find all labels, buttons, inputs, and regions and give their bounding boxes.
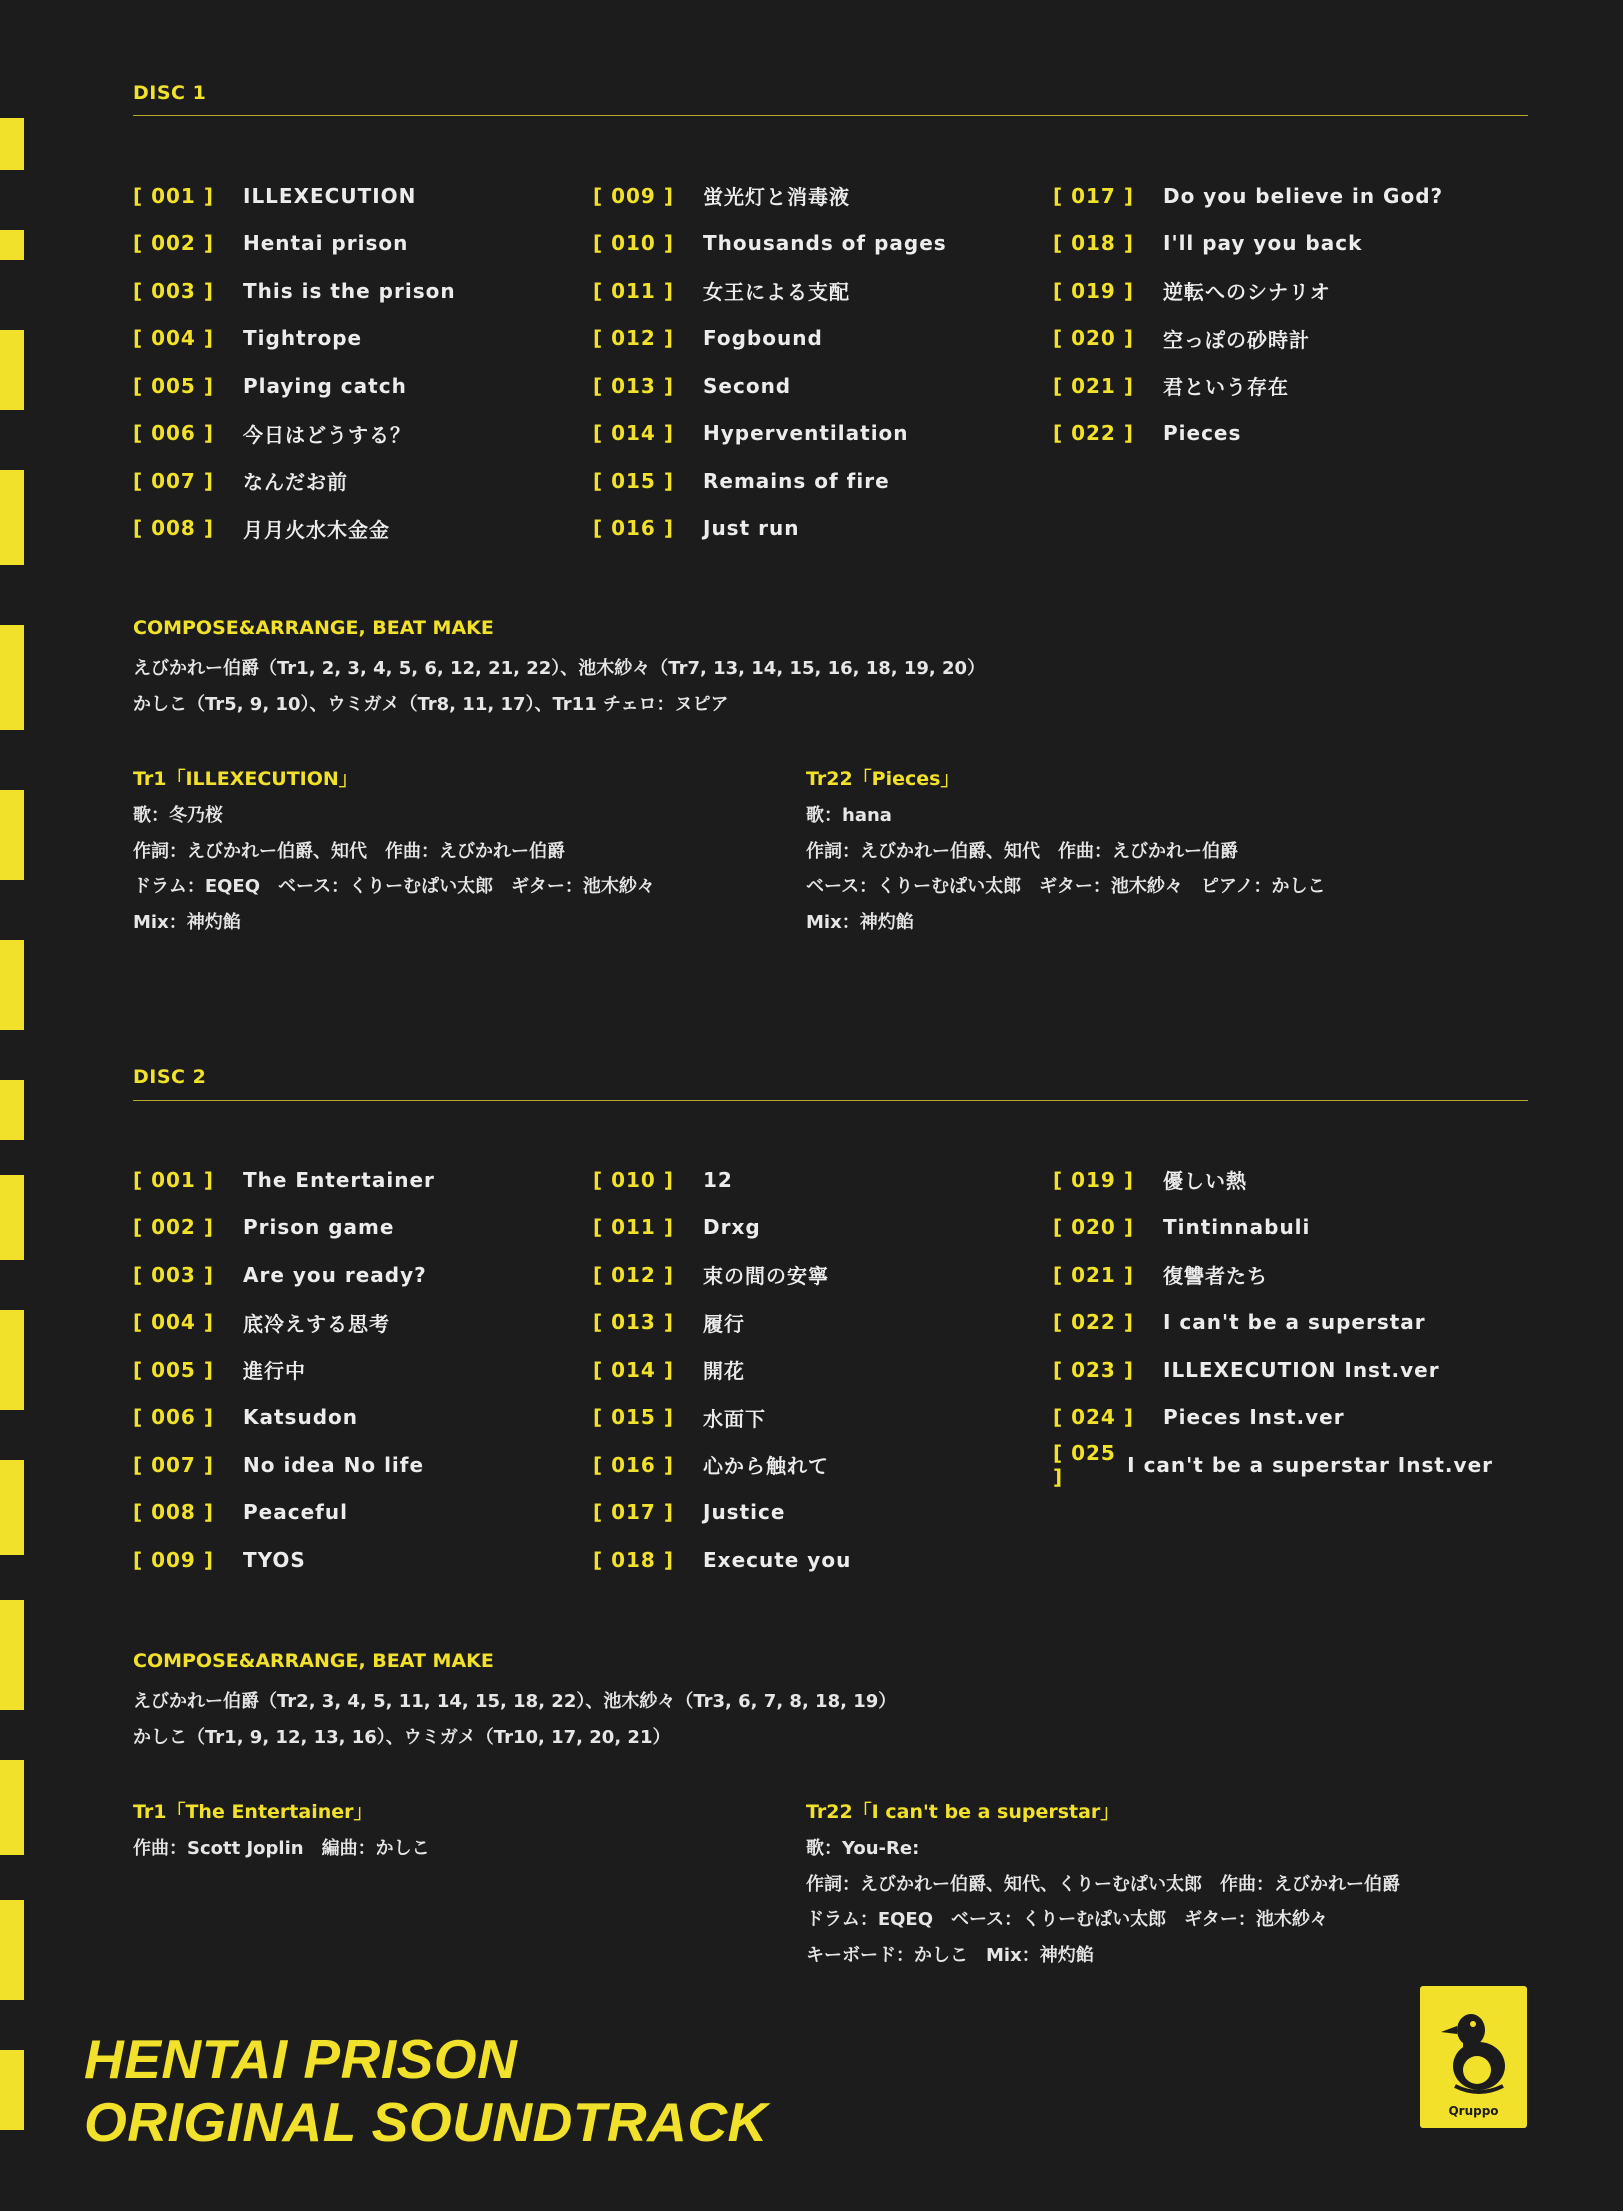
track-title: 女王による支配 (703, 280, 850, 305)
track-number: [ 003 ] (133, 1262, 214, 1287)
disc1-tr1-heading: Tr1「ILLEXECUTION」 (133, 768, 358, 790)
track-number: [ 022 ] (1053, 421, 1134, 446)
track-number: [ 024 ] (1053, 1405, 1134, 1430)
disc2-tr22-credits (806, 1831, 1400, 1973)
track-row (1053, 1156, 1493, 1204)
track-row (593, 1346, 1033, 1394)
track-row (593, 1536, 1033, 1584)
disc1-tracklist-col1 (133, 172, 573, 552)
disc1-compose-heading: COMPOSE&ARRANGE, BEAT MAKE (133, 617, 494, 639)
track-number: [ 005 ] (133, 1357, 214, 1382)
album-title (84, 2028, 768, 2154)
credit-line: キーボード：かしこ Mix：神灼餡 (806, 1944, 1094, 1966)
track-number: [ 018 ] (593, 1547, 674, 1572)
track-number: [ 012 ] (593, 326, 674, 351)
disc2-divider (133, 1100, 1528, 1101)
track-row (593, 315, 1033, 363)
track-row (593, 1394, 1033, 1442)
track-row (1053, 1251, 1493, 1299)
track-title: Tintinnabuli (1163, 1215, 1311, 1240)
disc2-compose-credits (133, 1684, 896, 1755)
track-title: 心から触れて (703, 1454, 829, 1479)
track-row (1053, 362, 1493, 410)
track-title: 束の間の安寧 (703, 1264, 829, 1289)
track-title: I can't be a superstar (1163, 1310, 1426, 1335)
disc1-tr22-credits (806, 798, 1325, 940)
credit-line: 歌：冬乃桜 (133, 805, 223, 826)
track-title: Pieces (1163, 421, 1242, 446)
track-row (133, 1251, 573, 1299)
track-number: [ 009 ] (133, 1547, 214, 1572)
track-row (133, 172, 573, 220)
track-row (133, 1299, 573, 1347)
disc2-tr1-heading: Tr1「The Entertainer」 (133, 1801, 373, 1823)
track-number: [ 014 ] (593, 1357, 674, 1382)
track-number: [ 015 ] (593, 1405, 674, 1430)
credit-line: 作詞：えびかれー伯爵、知代 作曲：えびかれー伯爵 (133, 840, 565, 862)
disc1-tracklist-col3 (1053, 172, 1493, 457)
track-title: TYOS (243, 1547, 306, 1572)
track-number: [ 009 ] (593, 183, 674, 208)
track-row (593, 172, 1033, 220)
track-title: Peaceful (243, 1500, 348, 1525)
disc2-tracklist-col2 (593, 1156, 1033, 1584)
track-title: Remains of fire (703, 468, 890, 493)
track-number: [ 004 ] (133, 1310, 214, 1335)
disc1-label: DISC 1 (133, 82, 207, 104)
track-number: [ 021 ] (1053, 373, 1134, 398)
track-title: Execute you (703, 1547, 852, 1572)
track-number: [ 019 ] (1053, 278, 1134, 303)
track-number: [ 014 ] (593, 421, 674, 446)
track-title: 逆転へのシナリオ (1163, 280, 1331, 305)
track-number: [ 016 ] (593, 1452, 674, 1477)
disc2-tracklist-col1 (133, 1156, 573, 1584)
track-title: Drxg (703, 1215, 761, 1240)
track-title: 君という存在 (1163, 375, 1289, 400)
track-row (133, 1346, 573, 1394)
track-row (133, 362, 573, 410)
track-number: [ 006 ] (133, 1405, 214, 1430)
track-row (1053, 1299, 1493, 1347)
track-row (133, 315, 573, 363)
credit-line: えびかれー伯爵（Tr1, 2, 3, 4, 5, 6, 12, 21, 22）、池木紗々（Tr7, 13, 14, 15, 16, 18, 19, 20） (133, 658, 986, 679)
track-row (1053, 172, 1493, 220)
credit-line: 歌：You-Re: (806, 1838, 920, 1859)
track-title: Prison game (243, 1215, 395, 1240)
track-row (1053, 1204, 1493, 1252)
track-row (1053, 267, 1493, 315)
track-row (593, 457, 1033, 505)
track-title: 優しい熱 (1163, 1169, 1247, 1194)
track-number: [ 008 ] (133, 516, 214, 541)
track-title: 蛍光灯と消毒液 (703, 185, 850, 210)
track-row (1053, 315, 1493, 363)
disc1-tr22-heading: Tr22「Pieces」 (806, 768, 960, 790)
track-row (593, 1156, 1033, 1204)
track-row (593, 362, 1033, 410)
track-title: Playing catch (243, 373, 407, 398)
disc1-tracklist-col2 (593, 172, 1033, 552)
track-row (133, 457, 573, 505)
credit-line: Mix：神灼餡 (806, 911, 914, 933)
track-row (593, 1251, 1033, 1299)
track-number: [ 005 ] (133, 373, 214, 398)
track-number: [ 023 ] (1053, 1357, 1134, 1382)
track-row (1053, 1394, 1493, 1442)
track-number: [ 002 ] (133, 1215, 214, 1240)
track-number: [ 021 ] (1053, 1262, 1134, 1287)
credit-line: かしこ（Tr5, 9, 10）、ウミガメ（Tr8, 11, 17）、Tr11 チェロ：ヌピア (133, 693, 729, 715)
track-title: Fogbound (703, 326, 823, 351)
track-title: 月月火水木金金 (243, 517, 390, 542)
album-title-line1: HENTAI PRISON (84, 2028, 518, 2090)
track-row (133, 1536, 573, 1584)
track-row (593, 505, 1033, 553)
track-title: Are you ready? (243, 1262, 427, 1287)
track-number: [ 017 ] (593, 1500, 674, 1525)
track-title: Tightrope (243, 326, 363, 351)
track-title: This is the prison (243, 278, 456, 303)
track-number: [ 020 ] (1053, 326, 1134, 351)
track-title: ILLEXECUTION Inst.ver (1163, 1357, 1440, 1382)
track-row (593, 1204, 1033, 1252)
track-row (593, 410, 1033, 458)
track-number: [ 008 ] (133, 1500, 214, 1525)
track-title: ILLEXECUTION (243, 183, 417, 208)
track-number: [ 001 ] (133, 183, 214, 208)
credit-line: ドラム：EQEQ ベース：くりーむぱい太郎 ギター：池木紗々 (806, 1909, 1328, 1930)
disc2-tracklist-col3 (1053, 1156, 1493, 1489)
track-row (593, 1489, 1033, 1537)
track-title: なんだお前 (243, 470, 348, 495)
track-number: [ 015 ] (593, 468, 674, 493)
disc2-tr1-credits (133, 1831, 430, 1867)
track-title: 底冷えする思考 (243, 1311, 390, 1336)
track-title: Justice (703, 1500, 786, 1525)
track-number: [ 013 ] (593, 373, 674, 398)
track-title: Just run (703, 516, 800, 541)
track-title: Pieces Inst.ver (1163, 1405, 1345, 1430)
track-row (1053, 220, 1493, 268)
track-number: [ 018 ] (1053, 231, 1134, 256)
track-title: No idea No life (243, 1452, 425, 1477)
track-number: [ 003 ] (133, 278, 214, 303)
album-title-line2: ORIGINAL SOUNDTRACK (84, 2091, 768, 2153)
track-title: 履行 (703, 1311, 745, 1336)
track-row (593, 220, 1033, 268)
track-number: [ 002 ] (133, 231, 214, 256)
track-row (133, 505, 573, 553)
track-row (133, 1441, 573, 1489)
track-row (1053, 1441, 1493, 1489)
credit-line: ベース：くりーむぱい太郎 ギター：池木紗々 ピアノ：かしこ (806, 876, 1326, 897)
track-number: [ 010 ] (593, 1167, 674, 1192)
track-number: [ 004 ] (133, 326, 214, 351)
disc2-label: DISC 2 (133, 1066, 207, 1088)
qruppo-logo (1420, 1986, 1527, 2128)
track-title: Thousands of pages (703, 231, 947, 256)
track-row (133, 1489, 573, 1537)
track-title: Do you believe in God? (1163, 183, 1444, 208)
credit-line: Mix：神灼餡 (133, 911, 241, 933)
track-title: 復讐者たち (1163, 1264, 1268, 1289)
track-number: [ 010 ] (593, 231, 674, 256)
track-number: [ 007 ] (133, 468, 214, 493)
track-title: 今日はどうする？ (243, 422, 411, 447)
track-number: [ 020 ] (1053, 1215, 1134, 1240)
track-row (593, 267, 1033, 315)
track-title: 空っぽの砂時計 (1163, 327, 1310, 352)
track-row (593, 1441, 1033, 1489)
track-number: [ 011 ] (593, 1215, 674, 1240)
credit-line: 作曲：Scott Joplin 編曲：かしこ (133, 1838, 430, 1859)
penguin-icon (1435, 2004, 1512, 2096)
track-number: [ 013 ] (593, 1310, 674, 1335)
track-row (593, 1299, 1033, 1347)
disc1-tr1-credits (133, 798, 655, 940)
track-row (133, 220, 573, 268)
credit-line: 作詞：えびかれー伯爵、知代、くりーむぱい太郎 作曲：えびかれー伯爵 (806, 1873, 1400, 1895)
track-number: [ 006 ] (133, 421, 214, 446)
track-number: [ 007 ] (133, 1452, 214, 1477)
track-row (1053, 1346, 1493, 1394)
credit-line: かしこ（Tr1, 9, 12, 13, 16）、ウミガメ（Tr10, 17, 20, 21） (133, 1726, 671, 1748)
credit-line: 作詞：えびかれー伯爵、知代 作曲：えびかれー伯爵 (806, 840, 1238, 862)
track-row (133, 1394, 573, 1442)
track-number: [ 019 ] (1053, 1167, 1134, 1192)
track-title: Second (703, 373, 792, 398)
track-row (133, 410, 573, 458)
disc2-tr22-heading: Tr22「I can't be a superstar」 (806, 1801, 1120, 1823)
track-row (133, 267, 573, 315)
track-title: 進行中 (243, 1359, 306, 1384)
track-number: [ 016 ] (593, 516, 674, 541)
track-number: [ 017 ] (1053, 183, 1134, 208)
track-title: The Entertainer (243, 1167, 435, 1192)
track-number: [ 001 ] (133, 1167, 214, 1192)
track-number: [ 012 ] (593, 1262, 674, 1287)
disc1-divider (133, 115, 1528, 116)
track-number: [ 011 ] (593, 278, 674, 303)
decorative-stripe (0, 0, 28, 2211)
logo-text: Qruppo (1448, 2104, 1499, 2118)
track-row (133, 1204, 573, 1252)
track-number: [ 022 ] (1053, 1310, 1134, 1335)
credit-line: 歌：hana (806, 805, 892, 826)
credit-line: ドラム：EQEQ ベース：くりーむぱい太郎 ギター：池木紗々 (133, 876, 655, 897)
track-number: [ 025 ] (1053, 1440, 1116, 1489)
disc1-compose-credits (133, 651, 985, 722)
disc2-compose-heading: COMPOSE&ARRANGE, BEAT MAKE (133, 1650, 494, 1672)
track-row (133, 1156, 573, 1204)
track-title: I can't be a superstar Inst.ver (1127, 1452, 1493, 1477)
track-title: 水面下 (703, 1406, 766, 1431)
track-title: I'll pay you back (1163, 231, 1363, 256)
track-title: 開花 (703, 1359, 745, 1384)
track-title: Hentai prison (243, 231, 409, 256)
credit-line: えびかれー伯爵（Tr2, 3, 4, 5, 11, 14, 15, 18, 22）、池木紗々（Tr3, 6, 7, 8, 18, 19） (133, 1691, 897, 1712)
track-title: Katsudon (243, 1405, 358, 1430)
track-title: Hyperventilation (703, 421, 909, 446)
track-title: 12 (703, 1167, 733, 1192)
track-row (1053, 410, 1493, 458)
